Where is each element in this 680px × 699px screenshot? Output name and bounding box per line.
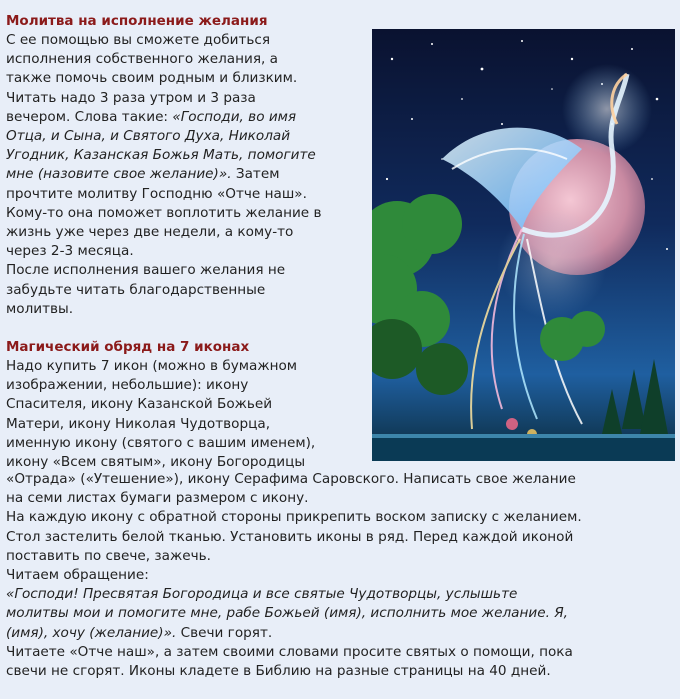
ritual-paragraph-narrow: Надо купить 7 икон (можно в бумажном изображении, небольшие): икону Спасителя, икону Казанской Божьей Матери, икону Николая Чудотворца, именную икону (святого с вашим именем), икону «Всем святым», икону Богородицы (6, 358, 316, 471)
section-prayer (6, 12, 366, 472)
firebird-moon-illustration (372, 29, 675, 461)
section-ritual-continued (6, 470, 672, 681)
prayer-text: «Господи, во имя (172, 108, 297, 125)
ritual-paragraph-wide: «Отрада» («Утешение»), икону Серафима Саровского. Написать свое желание на семи листах бумаги размером с икону. На каждую икону с обратной стороны прикрепить воском записку с желанием. Стол застелить белой тканью. Установить иконы в ряд. Перед каждой иконой поставить по свече, зажечь. Читаем обращение: «Господи! Пресвятая Богородица и все святые Чудотворцы, услышьте молитвы мои и помогите мне, рабе Божьей (имя), исполнить мое желание. Я, (имя), хочу (желание)». Свечи горят. Читаете «Отче наш», а затем своими словами просите святых о помощи, пока свечи не сгорят. Иконы кладете в Библию на разные страницы на 40 дней. (6, 471, 582, 680)
section-title-prayer: Молитва на исполнение желания (6, 13, 268, 29)
appeal-text: «Господи! Пресвятая Богородица и все святые Чудотворцы, услышьте (6, 586, 518, 603)
prayer-paragraph: С ее помощью вы сможете добиться исполнения собственного желания, а также помочь своим родным и близким. Читать надо 3 раза утром и 3 раза вечером. Слова такие: «Господи, во имя Отца, и Сына, и Святого Духа, Николай Угодник, Казанская Божья Мать, помогите мне (назовите свое желание)». Затем прочтите молитву Господню «Отче наш». Кому-то она поможет воплотить желание в жизнь уже через две недели, а кому-то через 2-3 месяца. После исполнения вашего желания не забудьте читать благодарственные молитвы. (6, 32, 322, 317)
section-title-ritual: Магический обряд на 7 иконах (6, 339, 250, 356)
